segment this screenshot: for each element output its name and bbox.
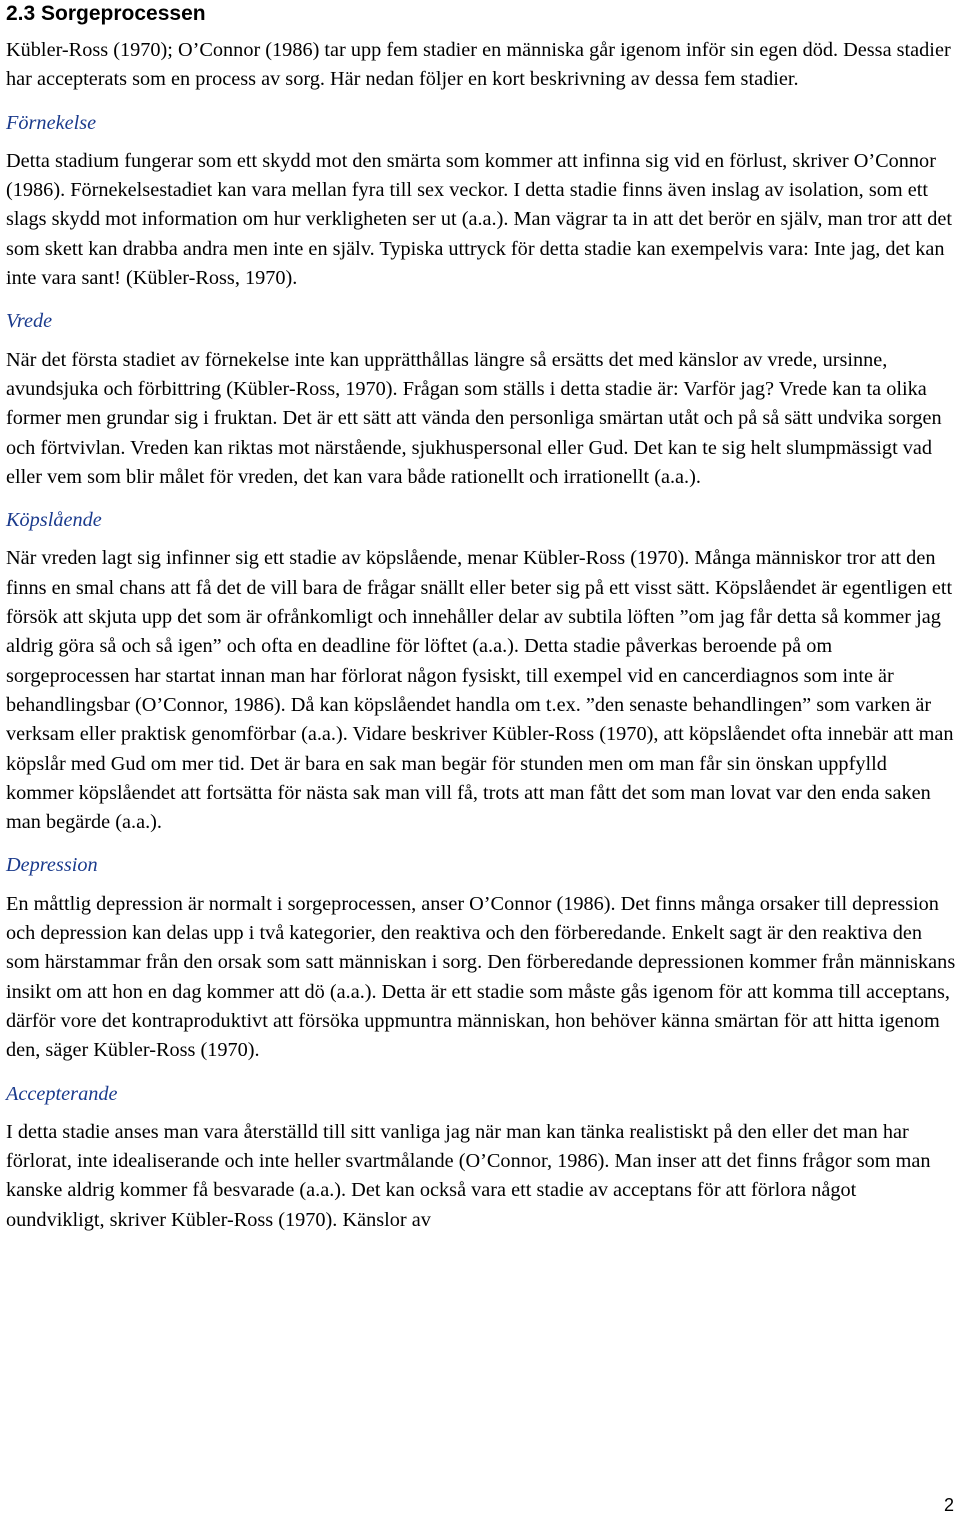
- stage-title-fornekelse: Förnekelse: [6, 111, 97, 134]
- stage-text-kopslaende: När vreden lagt sig infinner sig ett stadie av köpslående, menar Kübler-Ross (1970). Många människor tror att den finns en smal chans att få det de vill bara de frågar snällt eller beter sig på ett visst sätt. Köpslåendet är egentligen ett försök att skjuta upp det som är ofrånkomligt och innehåller delar av subtila löften ”om jag får detta så kommer jag aldrig göra så och så igen” och ofta en deadline för löftet (a.a.). Detta stadie påverkas beroende på om sorgeprocessen har startat innan man har förlorat någon fysiskt, till exempel vid en cancerdiagnos som inte är behandlingsbar (O’Connor, 1986). Då kan köpslåendet handla om t.ex. ”den senaste behandlingen” som varken är verksam eller praktisk genomförbar (a.a.). Vidare beskriver Kübler-Ross (1970), att köpslåendet ofta innebär att man köpslår med Gud om mer tid. Det är bara en sak man begär för stunden men om man får sin önskan uppfylld kommer köpslåendet att fortsätta för nästa sak man vill få, trots att man fått det som man lovat var den enda saken man begärde (a.a.).: [6, 547, 954, 834]
- stage-text-accepterande: I detta stadie anses man vara återställd till sitt vanliga jag när man kan tänka realistiskt på den eller det man har förlorat, inte idealiserande och inte heller svartmålande (O’Connor, 1986). Man inser att det finns frågor som man kanske aldrig kommer få besvarade (a.a.). Det kan också vara ett stadie av acceptans för att förlora något oundvikligt, skriver Kübler-Ross (1970). Känslor av: [6, 1120, 931, 1231]
- stage-text-depression: En måttlig depression är normalt i sorgeprocessen, anser O’Connor (1986). Det finns många orsaker till depression och depression kan delas upp i två kategorier, den reaktiva och den förberedande. Enkelt sagt är den reaktiva den som härstammar från den orsak som satt människan i sorg. Den förberedande depressionen kommer från människans insikt om att hon en dag kommer att dö (a.a.). Detta är ett stadie som måste gås igenom för att komma till acceptans, därför vore det kontraproduktivt att försöka uppmuntra människan, hon behöver känna smärtan för att hitta igenom den, säger Kübler-Ross (1970).: [6, 892, 956, 1062]
- stage-title-kopslaende: Köpslående: [6, 509, 102, 532]
- intro-paragraph: Kübler-Ross (1970); O’Connor (1986) tar upp fem stadier en människa går igenom inför sin egen död. Dessa stadier har accepterats som en process av sorg. Här nedan följer en kort beskrivning av dessa fem stadier.: [6, 39, 951, 91]
- page-number: 2: [943, 1495, 954, 1515]
- stage-text-fornekelse: Detta stadium fungerar som ett skydd mot den smärta som kommer att infinna sig vid en förlust, skriver O’Connor (1986). Förnekelsestadiet kan vara mellan fyra till sex veckor. I detta stadie finns även inslag av isolation, som ett slags skydd mot information om hur verkligheten ser ut (a.a.). Man vägrar ta in att det berör en själv, man tror att det som skett kan drabba andra men inte en själv. Typiska uttryck för detta stadie kan exempelvis vara: Inte jag, det kan inte vara sant! (Kübler-Ross, 1970).: [6, 149, 952, 290]
- stage-title-accepterande: Accepterande: [6, 1082, 118, 1105]
- stage-title-depression: Depression: [6, 854, 98, 877]
- document-page: [6, 0, 958, 1235]
- section-heading: 2.3 Sorgeprocessen: [6, 2, 206, 25]
- stage-title-vrede: Vrede: [6, 310, 53, 333]
- stage-text-vrede: När det första stadiet av förnekelse inte kan upprätthållas längre så ersätts det med känslor av vrede, ursinne, avundsjuka och förbittring (Kübler-Ross, 1970). Frågan som ställs i detta stadie är: Varför jag? Vrede kan ta olika former men grundar sig i fruktan. Det är ett sätt att vända den personliga smärtan utåt och på så sätt undvika sorgen och förtvivlan. Vreden kan riktas mot närstående, sjukhuspersonal eller Gud. Det kan te sig helt slumpmässigt vad eller vem som blir målet för vreden, det kan vara både rationellt och irrationellt (a.a.).: [6, 348, 942, 488]
